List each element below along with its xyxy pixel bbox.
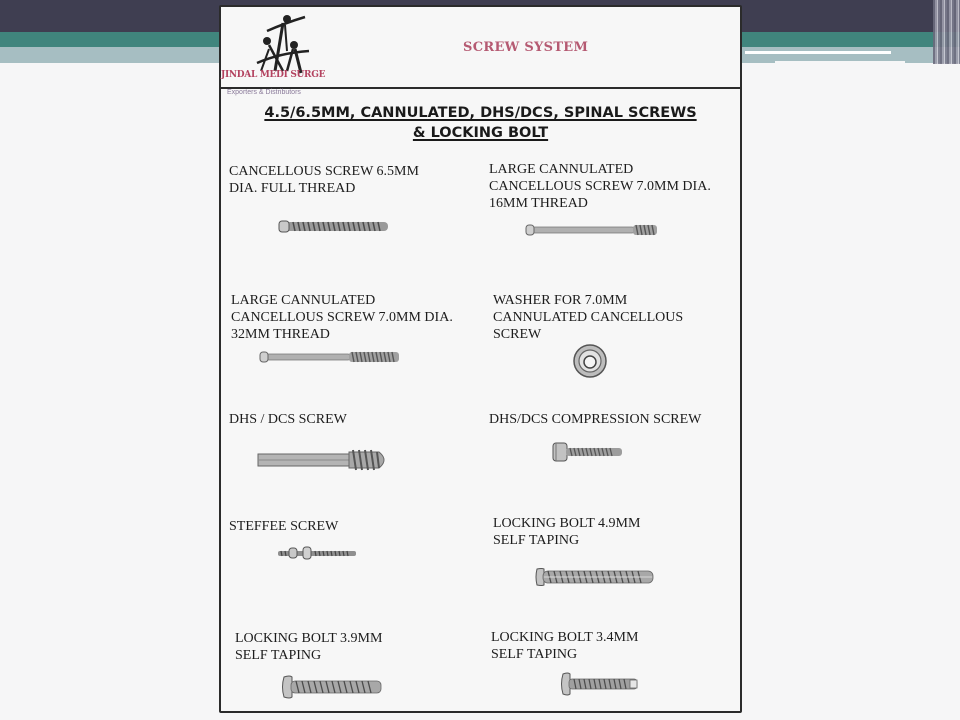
locking-bolt-icon [534, 566, 658, 588]
product-label: DHS / DCS SCREW [229, 412, 347, 427]
company-logo-name: JINDAL MEDI SURGE [221, 70, 326, 80]
product-label: LOCKING BOLT 3.9MM SELF TAPING [235, 631, 383, 663]
washer-icon [572, 343, 608, 379]
catalog-title [221, 103, 740, 143]
compression-screw-icon [552, 441, 626, 463]
product-label: DHS/DCS COMPRESSION SCREW [489, 412, 702, 427]
header-title: SCREW SYSTEM [463, 40, 589, 55]
locking-bolt-small-icon [560, 671, 640, 697]
catalog-header [221, 7, 740, 89]
catalog-page [219, 5, 742, 713]
product-label: CANCELLOUS SCREW 6.5MM DIA. FULL THREAD [229, 164, 419, 196]
dhs-screw-icon [257, 447, 391, 473]
product-label: STEFFEE SCREW [229, 519, 339, 534]
slide-accent-line [745, 51, 891, 54]
product-label: LARGE CANNULATED CANCELLOUS SCREW 7.0MM DIA. 32MM THREAD [231, 293, 453, 342]
product-label: LOCKING BOLT 4.9MM SELF TAPING [493, 516, 641, 548]
full-thread-screw-icon [277, 219, 391, 235]
product-label: LARGE CANNULATED CANCELLOUS SCREW 7.0MM DIA. 16MM THREAD [489, 162, 711, 211]
slide-band-notch [775, 61, 905, 65]
catalog-title-line-2: & LOCKING BOLT [412, 125, 549, 141]
company-tagline: Exporters & Distributors [227, 89, 301, 96]
short-thread-screw-icon [525, 223, 661, 237]
locking-bolt-icon [281, 674, 385, 700]
product-label: LOCKING BOLT 3.4MM SELF TAPING [491, 630, 639, 662]
long-thread-screw-icon [259, 350, 403, 364]
slide-stripes-decoration [933, 0, 960, 64]
product-label: WASHER FOR 7.0MM CANNULATED CANCELLOUS SCREW [493, 293, 684, 342]
steffee-screw-icon [277, 545, 359, 561]
catalog-title-line-1: 4.5/6.5MM, CANNULATED, DHS/DCS, SPINAL SCREWS [264, 105, 697, 121]
